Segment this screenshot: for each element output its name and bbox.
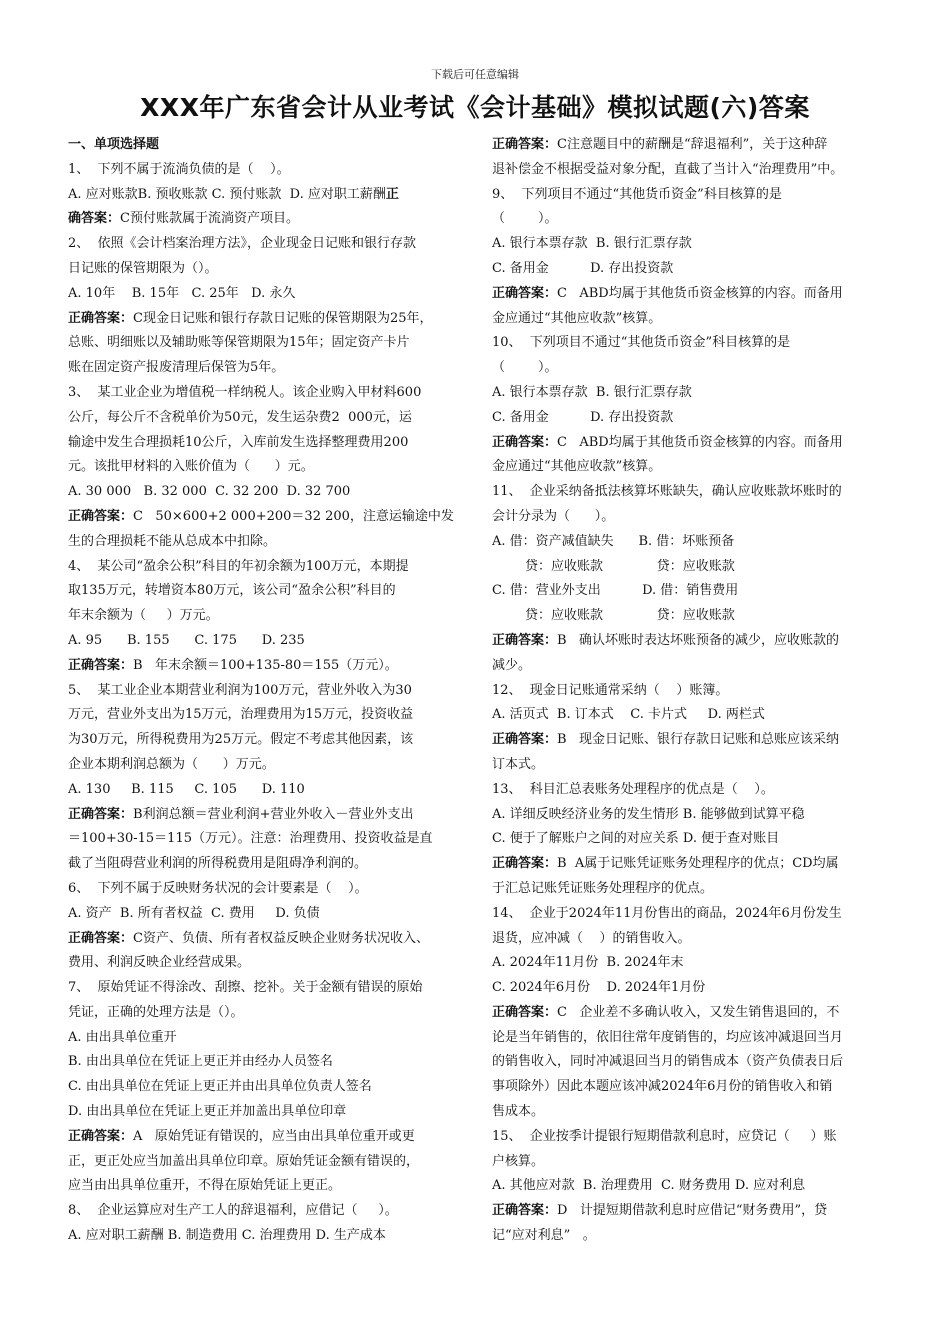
text-line (492, 158, 884, 183)
line-text: A 原始凭证有错误的，应当由出具单位重开或更 (133, 1128, 415, 1144)
line-text: 会计分录为（ ）。 (492, 508, 615, 524)
line-text: A. 2024年11月份 B. 2024年末 (492, 955, 684, 971)
line-text: 8、 企业运算应对生产工人的辞退福利，应借记（ ）。 (68, 1203, 398, 1219)
line-text: 记“应对利息” 。 (492, 1228, 596, 1244)
line-text: A. 30 000 B. 32 000 C. 32 200 D. 32 700 (68, 484, 351, 500)
text-line (492, 1125, 884, 1150)
line-text: 退补偿金不根据受益对象分配，直截了当计入“治理费用”中。 (492, 161, 844, 177)
line-text: C. 备用金 D. 存出投资款 (492, 409, 674, 425)
left-column (68, 133, 466, 1249)
line-text: B A属于记账凭证账务处理程序的优点；CD均属 (557, 856, 839, 872)
line-text: C ABD均属于其他货币资金核算的内容。而备用 (557, 285, 843, 301)
text-line (68, 257, 466, 282)
line-text: 于汇总记账凭证账务处理程序的优点。 (492, 880, 714, 896)
line-text: 13、 科目汇总表账务处理程序的优点是（ ）。 (492, 781, 774, 797)
line-text: 1、 下列不属于流淌负债的是（ ）。 (68, 161, 290, 177)
text-line (492, 852, 884, 877)
line-text: B利润总额＝营业利润+营业外收入－营业外支出 (133, 806, 414, 822)
text-line (492, 703, 884, 728)
text-line (492, 133, 884, 158)
text-line (492, 381, 884, 406)
text-line (68, 1050, 466, 1075)
line-text: A. 应对职工薪酬 B. 制造费用 C. 治理费用 D. 生产成本 (68, 1228, 386, 1244)
text-line (492, 505, 884, 530)
text-line (68, 183, 466, 208)
line-text: A. 活页式 B. 订本式 C. 卡片式 D. 两栏式 (492, 707, 765, 723)
text-line (68, 480, 466, 505)
text-line (68, 902, 466, 927)
text-line (492, 902, 884, 927)
text-line (68, 877, 466, 902)
text-line (68, 1026, 466, 1051)
text-line (68, 778, 466, 803)
line-text: D 计提短期借款利息时应借记“财务费用”，贷 (557, 1203, 828, 1219)
text-line (68, 1001, 466, 1026)
text-line (68, 530, 466, 555)
text-line (68, 232, 466, 257)
text-line (68, 1150, 466, 1175)
bold-label: 正确答案： (492, 434, 558, 450)
line-text: 公斤，每公斤不含税单价为50元，发生运杂费2 000元，运 (68, 409, 412, 425)
line-text: 应当由出具单位重开，不得在原始凭证上更正。 (68, 1178, 342, 1194)
line-text: C资产、负债、所有者权益反映企业财务状况收入、 (133, 930, 429, 946)
line-text: C. 2024年6月份 D. 2024年1月份 (492, 980, 706, 996)
text-line (492, 356, 884, 381)
text-line (68, 505, 466, 530)
line-text: B 年末余额＝100+135-80＝155（万元）。 (133, 657, 398, 673)
text-line (68, 133, 466, 158)
line-text: A. 资产 B. 所有者权益 C. 费用 D. 负债 (68, 905, 320, 921)
text-line (492, 1026, 884, 1051)
line-text: 户核算。 (492, 1153, 545, 1169)
text-line (492, 555, 884, 580)
line-text: A. 银行本票存款 B. 银行汇票存款 (492, 384, 692, 400)
text-line (492, 1050, 884, 1075)
line-text: A. 由出具单位重开 (68, 1029, 177, 1045)
line-text: 15、 企业按季计提银行短期借款利息时，应贷记（ ）账 (492, 1128, 837, 1144)
text-line (492, 1174, 884, 1199)
line-text: ＝100+30-15＝115（万元）。注意：治理费用、投资收益是直 (68, 831, 433, 847)
text-line (492, 331, 884, 356)
text-line (492, 431, 884, 456)
text-line (68, 951, 466, 976)
text-line (68, 803, 466, 828)
text-line (492, 976, 884, 1001)
text-line (492, 604, 884, 629)
bold-label: 正 (385, 186, 399, 202)
line-text: C现金日记账和银行存款日记账的保管期限为25年， (133, 310, 433, 326)
line-text: 生的合理损耗不能从总成本中扣除。 (68, 533, 277, 549)
bold-label: 正确答案： (68, 508, 134, 524)
text-line (68, 307, 466, 332)
text-line (492, 1150, 884, 1175)
text-line (492, 778, 884, 803)
text-line (492, 728, 884, 753)
text-line (492, 307, 884, 332)
line-text: C. 借：营业外支出 D. 借：销售费用 (492, 583, 739, 599)
bold-label: 正确答案： (68, 657, 134, 673)
text-line (68, 1174, 466, 1199)
text-line (492, 406, 884, 431)
text-line (68, 455, 466, 480)
bold-label: 正确答案： (68, 930, 134, 946)
line-text: 订本式。 (492, 756, 545, 772)
line-text: 截了当阻碍营业利润的所得税费用是阻碍净利润的。 (68, 856, 368, 872)
bold-label: 正确答案： (68, 1128, 134, 1144)
bold-label: 正确答案： (492, 285, 558, 301)
line-text: C. 备用金 D. 存出投资款 (492, 260, 674, 276)
line-text: 5、 某工业企业本期营业利润为100万元，营业外收入为30 (68, 682, 412, 698)
text-line (492, 257, 884, 282)
line-text: 取135万元，转增资本80万元，该公司“盈余公积”科目的 (68, 583, 396, 599)
text-line (492, 679, 884, 704)
line-text: C. 由出具单位在凭证上更正并由出具单位负责人签名 (68, 1079, 372, 1095)
line-text: 凭证，正确的处理方法是（）。 (68, 1004, 244, 1020)
line-text: B 确认坏账时表达坏账预备的减少，应收账款的 (557, 632, 839, 648)
line-text: 9、 下列项目不通过“其他货币资金”科目核算的是 (492, 186, 782, 202)
line-text: （ ）。 (492, 211, 558, 227)
line-text: 年末余额为（ ）万元。 (68, 608, 219, 624)
line-text: A. 详细反映经济业务的发生情形 B. 能够做到试算平稳 (492, 806, 805, 822)
text-line (492, 455, 884, 480)
text-line (492, 480, 884, 505)
line-text: D. 由出具单位在凭证上更正并加盖出具单位印章 (68, 1104, 347, 1120)
text-line (68, 381, 466, 406)
line-text: 元。该批甲材料的入账价值为（ ）元。 (68, 459, 314, 475)
text-line (68, 703, 466, 728)
text-line (492, 877, 884, 902)
line-text: 14、 企业于2024年11月份售出的商品，2024年6月份发生 (492, 905, 842, 921)
line-text: 贷：应收账款 贷：应收账款 (492, 608, 735, 624)
text-line (68, 579, 466, 604)
line-text: 金应通过“其他应收款”核算。 (492, 459, 662, 475)
line-text: A. 其他应对款 B. 治理费用 C. 财务费用 D. 应对利息 (492, 1178, 806, 1194)
line-text: C. 便于了解账户之间的对应关系 D. 便于查对账目 (492, 831, 780, 847)
line-text: 2、 依照《会计档案治理方法》，企业现金日记账和银行存款 (68, 236, 417, 252)
line-text: C 50×600+2 000+200＝32 200，注意运输途中发 (133, 508, 454, 524)
line-text: 论是当年销售的，依旧往常年度销售的，均应该冲减退回当月 (492, 1029, 844, 1045)
bold-label: 一、单项选择题 (68, 137, 160, 152)
line-text: C注意题目中的薪酬是“辞退福利”，关于这种辞 (557, 137, 828, 152)
line-text: 贷：应收账款 贷：应收账款 (492, 558, 735, 574)
text-line (68, 976, 466, 1001)
bold-label: 正确答案： (492, 1004, 558, 1020)
line-text: 金应通过“其他应收款”核算。 (492, 310, 662, 326)
text-line (68, 604, 466, 629)
bold-label: 正确答案： (492, 732, 558, 748)
text-line (492, 1199, 884, 1224)
line-text: A. 应对账款B. 预收账款 C. 预付账款 D. 应对职工薪酬 (68, 186, 386, 202)
text-line (68, 927, 466, 952)
text-line (492, 927, 884, 952)
line-text: 账在固定资产报废清理后保管为5年。 (68, 360, 285, 376)
text-line (68, 555, 466, 580)
line-text: 的销售收入，同时冲减退回当月的销售成本（资产负债表日后 (492, 1054, 844, 1070)
text-line (492, 629, 884, 654)
line-text: 3、 某工业企业为增值税一样纳税人。该企业购入甲材料600 (68, 384, 422, 400)
text-line (68, 1100, 466, 1125)
text-line (492, 530, 884, 555)
line-text: C预付账款属于流淌资产项目。 (120, 211, 299, 227)
line-text: 为30万元，所得税费用为25万元。假定不考虑其他因素，该 (68, 732, 414, 748)
line-text: 总账、明细账以及辅助账等保管期限为15年；固定资产卡片 (68, 335, 410, 351)
bold-label: 正确答案： (68, 806, 134, 822)
bold-label: 正确答案： (492, 632, 558, 648)
line-text: 企业本期利润总额为（ ）万元。 (68, 756, 275, 772)
text-line (492, 579, 884, 604)
line-text: 7、 原始凭证不得涂改、刮擦、挖补。关于金额有错误的原始 (68, 980, 423, 996)
text-line (68, 207, 466, 232)
line-text: C 企业差不多确认收入，又发生销售退回的，不 (557, 1004, 840, 1020)
line-text: 11、 企业采纳备抵法核算坏账缺失，确认应收账款坏账时的 (492, 484, 842, 500)
text-line (492, 827, 884, 852)
right-column (492, 133, 884, 1249)
text-line (68, 852, 466, 877)
line-text: A. 130 B. 115 C. 105 D. 110 (68, 781, 305, 797)
text-line (492, 1224, 884, 1249)
text-line (492, 951, 884, 976)
line-text: 4、 某公司“盈余公积”科目的年初余额为100万元，本期提 (68, 558, 409, 574)
line-text: 正，更正处应当加盖出具单位印章。原始凭证金额有错误的， (68, 1153, 420, 1169)
text-line (68, 728, 466, 753)
text-line (492, 654, 884, 679)
text-line (68, 158, 466, 183)
line-text: A. 95 B. 155 C. 175 D. 235 (68, 632, 305, 648)
line-text: 万元，营业外支出为15万元，治理费用为15万元，投资收益 (68, 707, 414, 723)
line-text: 事项除外）因此本题应该冲减2024年6月份的销售收入和销 (492, 1079, 833, 1095)
text-line (492, 1075, 884, 1100)
bold-label: 确答案： (68, 211, 121, 227)
text-line (68, 654, 466, 679)
line-text: B 现金日记账、银行存款日记账和总账应该采纳 (557, 732, 839, 748)
bold-label: 正确答案： (492, 856, 558, 872)
bold-label: 正确答案： (492, 137, 558, 152)
line-text: 日记账的保管期限为（）。 (68, 260, 218, 276)
text-line (492, 1001, 884, 1026)
text-line (68, 431, 466, 456)
text-line (68, 282, 466, 307)
text-line (492, 232, 884, 257)
text-line (68, 753, 466, 778)
line-text: 售成本。 (492, 1104, 545, 1120)
text-line (68, 406, 466, 431)
text-line (492, 803, 884, 828)
text-line (492, 1100, 884, 1125)
text-line (68, 827, 466, 852)
text-line (68, 1125, 466, 1150)
line-text: 退货，应冲减（ ）的销售收入。 (492, 930, 691, 946)
text-line (492, 207, 884, 232)
line-text: 6、 下列不属于反映财务状况的会计要素是（ ）。 (68, 880, 368, 896)
text-line (492, 183, 884, 208)
line-text: 输途中发生合理损耗10公斤，入库前发生选择整理费用200 (68, 434, 409, 450)
text-line (492, 282, 884, 307)
line-text: A. 10年 B. 15年 C. 25年 D. 永久 (68, 285, 296, 301)
text-line (68, 1075, 466, 1100)
page-title: XXX年广东省会计从业考试《会计基础》模拟试题(六)答案 (140, 93, 810, 122)
line-text: A. 银行本票存款 B. 银行汇票存款 (492, 236, 692, 252)
text-line (68, 356, 466, 381)
text-line (68, 1224, 466, 1249)
header-note: 下载后可任意编辑 (431, 68, 519, 81)
line-text: 减少。 (492, 657, 532, 673)
line-text: 12、 现金日记账通常采纳（ ）账簿。 (492, 682, 729, 698)
line-text: B. 由出具单位在凭证上更正并由经办人员签名 (68, 1054, 333, 1070)
line-text: C ABD均属于其他货币资金核算的内容。而备用 (557, 434, 843, 450)
bold-label: 正确答案： (492, 1203, 558, 1219)
text-line (68, 1199, 466, 1224)
text-line (68, 629, 466, 654)
text-line (68, 331, 466, 356)
line-text: 费用、利润反映企业经营成果。 (68, 955, 251, 971)
line-text: 10、 下列项目不通过“其他货币资金”科目核算的是 (492, 335, 791, 351)
line-text: （ ）。 (492, 360, 558, 376)
text-line (68, 679, 466, 704)
bold-label: 正确答案： (68, 310, 134, 326)
line-text: A. 借：资产减值缺失 B. 借：坏账预备 (492, 533, 735, 549)
text-line (492, 753, 884, 778)
